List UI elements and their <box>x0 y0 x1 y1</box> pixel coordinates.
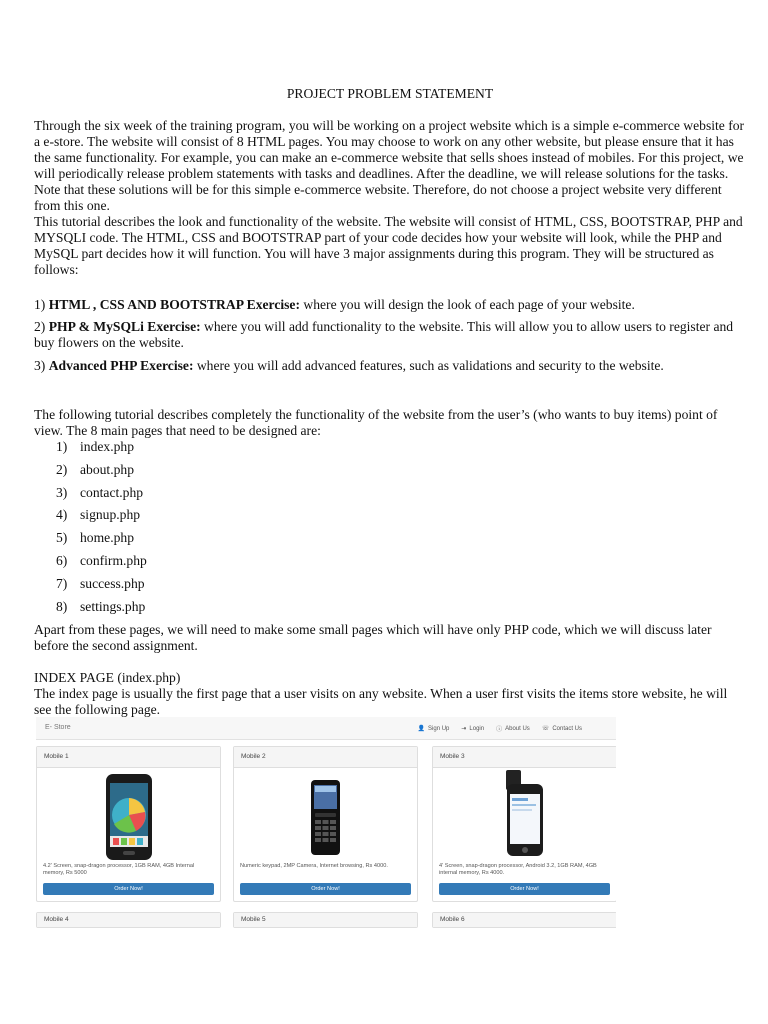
nav-about[interactable] <box>496 724 530 733</box>
product-name: Mobile 4 <box>37 913 220 927</box>
nav-label: Login <box>469 725 485 732</box>
phone-image <box>37 768 220 863</box>
exercise-text: where you will design the look of each page of your website. <box>300 297 635 312</box>
intro-paragraph: Through the six week of the training program, you will be working on a project website which is a simple e-commerce website for a e-store. The website will consist of 8 HTML pages. You may choose to work on any other website, but please ensure that it has the same functionality. For example, you can make an e-commerce website that sells shoes instead of mobiles. For this project, we will periodically release problem statements with tasks and deadlines. After the deadline, we will release solutions for the tasks. Note that these solutions will be for this simple e-commerce website. Therefore, do not choose a project website very different from this one. <box>34 118 745 213</box>
phone-image <box>234 768 417 863</box>
nav-login[interactable] <box>461 724 484 733</box>
list-number: 2) <box>56 461 68 477</box>
list-number: 6) <box>56 552 68 568</box>
pages-list <box>56 439 147 621</box>
page-name: settings.php <box>80 598 146 614</box>
nav-label: About Us <box>505 725 530 732</box>
page-name: contact.php <box>80 484 144 500</box>
smartphone-icon <box>37 768 220 863</box>
exercise-text: where you will add advanced features, such as validations and security to the website. <box>193 358 664 373</box>
list-item <box>56 485 147 508</box>
list-item <box>56 553 147 576</box>
nav-label: Sign Up <box>428 725 450 732</box>
product-card <box>233 912 418 928</box>
pages-intro: The following tutorial describes completely the functionality of the website from the user’s (who wants to buy items) point of view. The 8 main pages that need to be designed are: <box>34 407 718 438</box>
document-title: PROJECT PROBLEM STATEMENT <box>286 86 494 101</box>
index-section <box>34 670 746 718</box>
phone-image <box>433 768 616 863</box>
store-nav-links <box>418 724 582 733</box>
list-item <box>56 530 147 553</box>
list-item <box>56 576 147 599</box>
iphone-icon <box>433 768 616 863</box>
user-icon: 👤 <box>417 726 426 732</box>
index-heading: INDEX PAGE (index.php) <box>34 670 181 685</box>
nav-contact[interactable] <box>542 724 582 733</box>
login-icon: ⇥ <box>461 726 467 732</box>
page-name: index.php <box>80 439 134 454</box>
info-icon: ⓘ <box>496 727 503 733</box>
feature-phone-icon <box>234 768 417 863</box>
order-now-button[interactable]: Order Now! <box>240 883 411 895</box>
product-card <box>432 912 616 928</box>
page-name: confirm.php <box>80 552 147 568</box>
product-name: Mobile 3 <box>433 747 616 768</box>
exercise-number: 3) <box>34 358 46 373</box>
exercise-name: HTML , CSS AND BOOTSTRAP Exercise: <box>48 297 300 312</box>
list-number: 4) <box>56 507 68 523</box>
page-name: home.php <box>80 530 134 546</box>
exercise-item <box>34 358 746 374</box>
product-description: 4.2' Screen, snap-dragon processor, 1GB RAM, 4GB Internal memory, Rs 5000 <box>43 863 195 876</box>
product-card <box>36 746 221 902</box>
exercise-item <box>34 319 746 351</box>
store-navbar <box>36 717 616 740</box>
exercise-item <box>34 297 746 313</box>
product-description: 4' Screen, snap-dragon processor, Android 3.2, 1GB RAM, 4GB internal memory, Rs 4000. <box>439 863 597 876</box>
store-brand: E- Store <box>45 724 71 731</box>
apart-paragraph: Apart from these pages, we will need to make some small pages which will have only PHP code, which we will discuss later before the second assignment. <box>34 622 712 653</box>
product-card <box>432 746 616 902</box>
list-number: 3) <box>56 484 68 500</box>
store-screenshot <box>36 717 616 929</box>
phone-icon: ☏ <box>541 726 550 732</box>
list-number: 7) <box>56 575 68 591</box>
list-number: 8) <box>56 598 68 614</box>
list-item <box>56 439 147 462</box>
product-name: Mobile 6 <box>433 913 616 927</box>
tutorial-paragraph: This tutorial describes the look and functionality of the website. The website will consist of HTML, CSS, BOOTSTRAP, PHP and MYSQLI code. The HTML, CSS and BOOTSTRAP part of your code decides how your website will look, while the PHP and MySQL part decides how it will function. You will have 3 major assignments during this program. They will be structured as follows: <box>34 214 743 277</box>
page-name: signup.php <box>80 507 141 523</box>
nav-label: Contact Us <box>552 725 582 732</box>
product-name: Mobile 5 <box>234 913 417 927</box>
index-paragraph: The index page is usually the first page that a user visits on any website. When a user first visits the items store website, he will see the following page. <box>34 686 728 717</box>
list-number: 1) <box>56 439 68 454</box>
nav-signup[interactable] <box>418 724 450 733</box>
product-card <box>36 912 221 928</box>
list-item <box>56 507 147 530</box>
order-now-button[interactable]: Order Now! <box>43 883 214 895</box>
product-description: Numeric keypad, 2MP Camera, Internet browsing, Rs 4000. <box>240 863 388 869</box>
page-name: about.php <box>80 461 134 477</box>
exercise-number: 2) <box>34 319 46 334</box>
product-name: Mobile 1 <box>37 747 220 768</box>
product-card <box>233 746 418 902</box>
page-name: success.php <box>80 575 145 591</box>
exercise-number: 1) <box>34 297 46 312</box>
exercise-name: PHP & MySQLi Exercise: <box>48 319 201 334</box>
order-now-button[interactable]: Order Now! <box>439 883 610 895</box>
list-number: 5) <box>56 530 68 546</box>
exercise-name: Advanced PHP Exercise: <box>48 358 194 373</box>
product-name: Mobile 2 <box>234 747 417 768</box>
list-item <box>56 599 147 622</box>
intro-block <box>34 118 746 278</box>
list-item <box>56 462 147 485</box>
exercise-text: where you will add functionality to the website. This will allow you to allow users to register and buy flowers on the website. <box>34 319 734 350</box>
